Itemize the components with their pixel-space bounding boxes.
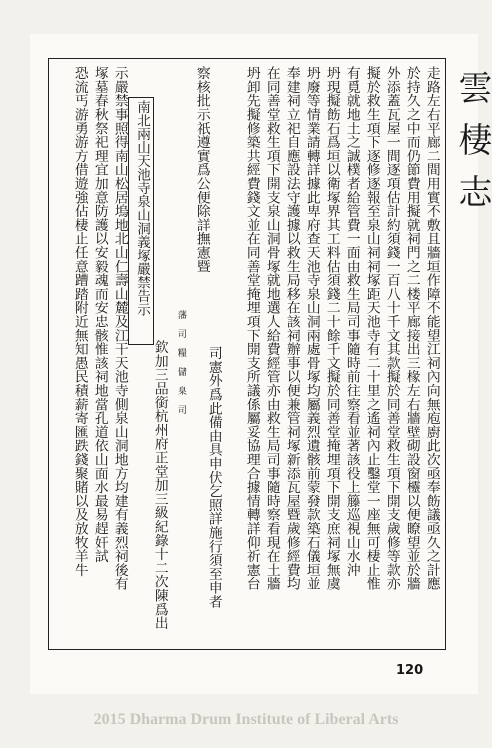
text-column-4: 擬於救生項下逐修逐報至泉山祠祠塚距天池寺有二十里之遙祠內止鑿堂一座無可棲止惟 bbox=[363, 66, 380, 591]
text-column-12: 司憲外爲此備由具申伏乞照詳施行須至申者 bbox=[205, 346, 222, 609]
text-column-10: 坍卸先擬修築共經費錢文並在同善堂掩埋項下開支所議係屬妥協理合據情轉詳仰祈憲台 bbox=[243, 66, 260, 591]
text-column-7: 坍廢等情業請轉詳據此卑府查天池寺泉山洞兩處骨塚均屬義烈遺骸前蒙發款築石儀垣並 bbox=[303, 66, 320, 591]
text-column-8: 奉建祠立祀自應設法守護據以救生局移在該祠辦事以便兼管祠塚新添瓦屋暨歲修經費均 bbox=[283, 66, 300, 591]
text-column-17: 恐流丐游勇游方借遊強佔棲止任意蹧踏附近無知愚民積薪寄匯跌錢聚賭以及放牧羊牛 bbox=[71, 66, 88, 577]
text-column-11: 察核批示祇遵實爲公便除詳撫憲暨 bbox=[193, 66, 210, 273]
book-title: 雲棲志 bbox=[452, 70, 492, 226]
page-number: 120 bbox=[396, 663, 424, 678]
text-column-3: 外添蓋瓦屋一間逐項估計約須錢一百八十千文其款擬於同善堂救生項下開支歲修等款亦 bbox=[383, 66, 400, 591]
text-column-9: 在同善堂救生項下開支泉山洞骨塚就地選人給費經管亦由救生局司事隨時察看現在土牆 bbox=[263, 66, 280, 591]
section-heading: 南北兩山天池寺泉山洞義塚嚴禁告示 bbox=[134, 100, 150, 316]
text-column-6: 坍現擬飭石爲垣以衛塚界其工料估須錢二十餘千文擬於同善堂掩埋項下開支庶祠塚無虞 bbox=[323, 66, 340, 591]
watermark: 2015 Dharma Drum Institute of Liberal Arts bbox=[93, 711, 399, 728]
text-column-16: 塚墓春秋祭祀理宜加意防護以安毅魂而安忠骸惟該祠地當孔道依山面水最易趕奸試 bbox=[91, 66, 108, 563]
text-column-2: 於持久之中而仍節費用擬就祠門之二楼平廊接出三椽左右牆壁砌設窗欞以便瞭望並於牆 bbox=[403, 66, 420, 591]
signer-note: 藩 司 糧 儲 臬 司 bbox=[175, 310, 186, 414]
text-column-14: 欽加三品銜杭州府正堂加三級紀錄十二次陳爲出 bbox=[151, 340, 168, 630]
text-column-5: 有覓就地土之誠樸者給管費一面由救生局司事隨時前往察看並著該役上籐巡視山水沖 bbox=[343, 66, 360, 577]
text-column-1: 走路左右平廊二間用實不敷且牆垣作障不能望江祠內向無庖廚此次亟奉飭議亟久之計應 bbox=[423, 66, 440, 591]
text-column-15: 示嚴禁事照得南山松居塢地北山仁壽山麓及江干天池寺側泉山洞地方均建有義烈祠後有 bbox=[111, 66, 128, 591]
